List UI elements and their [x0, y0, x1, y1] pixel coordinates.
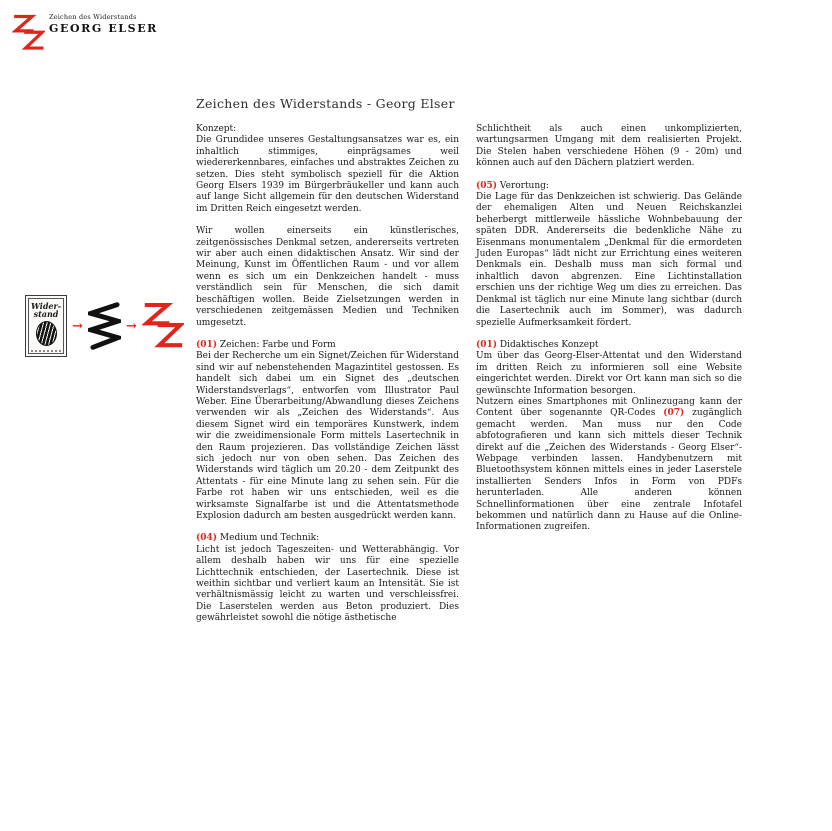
- logo-zigzag-icon: [12, 10, 45, 56]
- section-04-heading: [196, 533, 459, 544]
- didactic-paragraph-1: Um über das Georg-Elser-Attentat und den Widerstand im dritten Reich zu informieren soll eine Website eingerichtet werden. Direkt vor Ort kann man sich so die gewünschte Information besorgen.: [476, 351, 742, 396]
- magazine-title: [31, 302, 61, 318]
- section-01-body: Bei der Recherche um ein Signet/Zeichen für Widerstand sind wir auf nebenstehenden Magazintitel gestossen. Es handelt sich dabei um ein Signet des „deutschen Widerstandsverlags“, entworfen vom Illustrator Paul Weber. Eine Überarbeitung/Abwandlung dieses Zeichens verwenden wir als „Zeichen des Widerstands“. Aus diesem Signet wird ein temporäres Kunstwerk, indem wir die zweidimensionale Form mittels Lasertechnik in den Raum projezieren. Das vollständige Zeichen lässt sich jedoch nur von oben sehen. Das Zeichen des Widerstands wird täglich um 20.20 - dem Zeitpunkt des Attentats - für eine Minute lang zu sehen sein. Für die Farbe rot haben wir uns entschieden, weil es die wirksamste Signalfarbe ist und die Attentatsmethode Explosion dadurch am besten ausgedrückt werden kann.: [196, 351, 459, 521]
- page-title: Zeichen des Widerstands - Georg Elser: [196, 96, 455, 111]
- section-05-title: Verortung:: [499, 180, 549, 191]
- section-05-body: Die Lage für das Denkzeichen ist schwierig. Das Gelände der ehemaligen Alten und Neuen Reichskanzlei beherbergt mittlerweile hässliche Wohnbebauung der späten DDR. Andererseits die bedenkliche Nähe zu Eisenmans monumentalem „Denkmal für die ermordeten Juden Europas“ lädt nicht zur Errichtung eines weiteren Denkmals ein. Deshalb muss man sich formal und inhaltlich davon abgrenzen. Eine Lichtinstallation erschien uns der richtige Weg um dies zu erreichen. Das Denkmal ist täglich nur eine Minute lang sichtbar (durch die Lasertechnik auch im Sommer), was dadurch spezielle Aufmerksamkeit fördert.: [476, 192, 742, 328]
- arrow-right-icon: →: [125, 318, 137, 334]
- intent-paragraph: Wir wollen einerseits ein künstlerisches, zeitgenössisches Denkmal setzen, andererseits vertreten wir aber auch einen didaktischen Ansatz. Wir sind der Meinung, Kunst im Öffentlichen Raum - und vor allem wenn es sich um ein Denkzeichen handelt - muss verständlich sein für Menschen, die sich damit beschäftigen wollen. Beide Zielsetzungen werden in verschiedenen zeitgemässen Medien und Techniken umgesetzt.: [196, 226, 459, 328]
- section-04-title: Medium und Technik:: [219, 533, 320, 544]
- fist-emblem-icon: [36, 321, 57, 346]
- black-zigzag-sketch-icon: [88, 300, 121, 352]
- logo: [12, 10, 158, 56]
- right-column: [476, 124, 742, 545]
- didactic-title: Didaktisches Konzept: [499, 339, 599, 350]
- section-04-medium: [196, 533, 459, 624]
- section-05-verortung: [476, 181, 742, 329]
- magazine-cover-inner: [28, 298, 64, 354]
- sign-evolution-figure: [25, 295, 184, 357]
- section-05-heading: [476, 181, 742, 192]
- section-01-heading: [196, 340, 459, 351]
- section-01-number: (01): [196, 339, 218, 350]
- magazine-title-line1: Wider-: [30, 301, 62, 311]
- didactic-paragraph-2-pre: Nutzern eines Smartphones mit Onlinezugang kann der Content über sogenannte QR-Codes: [476, 396, 742, 419]
- logo-text: [49, 13, 158, 35]
- didactic-paragraph-2-post: zugänglich gemacht werden. Man muss nur den Code abfotografieren und kann sich mittels dieser Technik direkt auf die „Zeichen des Widerstands - Georg Elser“- Webpage verbinden lassen. Handybenutzern mit Bluetoothsystem können mittels eines in jeder Laserstele installierten Senders Infos in Form von PDFs herunterladen. Alle anderen können Schnellinformationen über eine zentrale Infotafel bekommen und natürlich dann zu Hause auf die Online-Informationen zugreifen.: [476, 408, 742, 533]
- didactic-heading: [476, 340, 742, 351]
- widerstand-magazine-cover: [25, 295, 67, 357]
- concept-text: Die Grundidee unseres Gestaltungsansatzes war es, ein inhaltlich stimmiges, einprägsames weil wiedererkennbares, einfaches und abstraktes Zeichen zu setzen. Dies steht symbolisch speziell für die Aktion Georg Elsers 1939 im Bürgerbräukeller und kann auch auf lange Sicht allgemein für den deutschen Widerstand im Dritten Reich eingesetzt werden.: [196, 135, 459, 214]
- concept-paragraph: [196, 124, 459, 215]
- magazine-caption: [31, 350, 61, 352]
- red-resistance-sign-icon: [142, 298, 184, 354]
- section-01-title: Zeichen: Farbe und Form: [219, 339, 336, 350]
- concept-label: Konzept:: [196, 124, 237, 134]
- magazine-title-line2: stand: [33, 309, 59, 319]
- section-04-number: (04): [196, 533, 218, 544]
- section-05-number: (05): [476, 180, 498, 191]
- section-01-sign: [196, 340, 459, 523]
- section-didactic: [476, 340, 742, 534]
- logo-name: GEORG ELSER: [49, 22, 158, 35]
- didactic-number: (01): [476, 339, 498, 350]
- section-04-body: Licht ist jedoch Tageszeiten- und Wetterabhängig. Vor allem deshalb haben wir uns für eine spezielle Lichttechnik entschieden, der Lasertechnik. Diese ist weithin sichtbar und verliert kaum an Intensität. Sie ist verhältnismässig leicht zu warten und verschleissfrei. Die Laserstelen werden aus Beton produziert. Dies gewährleistet sowohl die nötige ästhetische: [196, 544, 459, 624]
- logo-tagline: Zeichen des Widerstands: [49, 13, 137, 21]
- didactic-ref-number: (07): [663, 408, 685, 419]
- left-column: [196, 124, 459, 636]
- continuation-paragraph: Schlichtheit als auch einen unkomplizierten, wartungsarmen Umgang mit dem realisierten Projekt. Die Stelen haben verschiedene Höhen (9 - 20m) und können auch auf den Dächern platziert werden.: [476, 124, 742, 169]
- arrow-right-icon: →: [72, 318, 83, 334]
